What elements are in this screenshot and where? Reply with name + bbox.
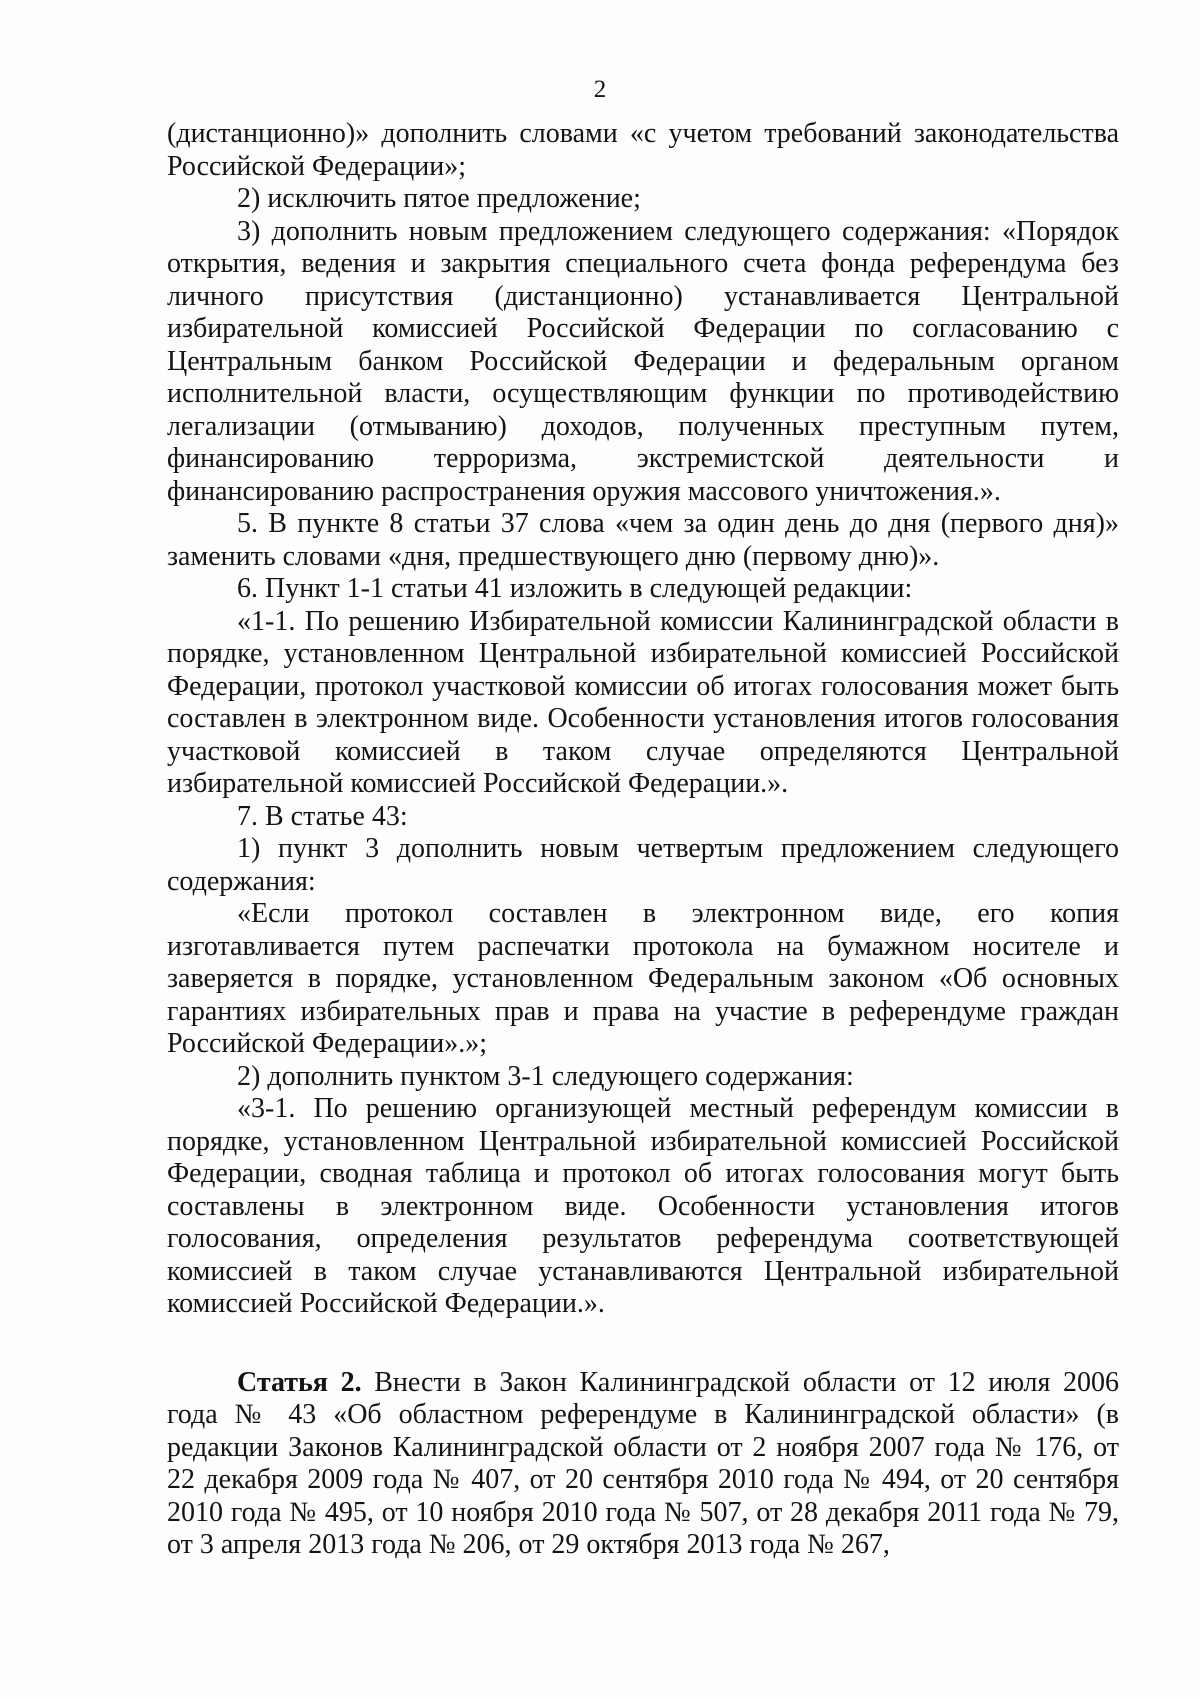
paragraph: 1) пункт 3 дополнить новым четвертым предложением следующего содержания: [167, 833, 1119, 897]
paragraph: «3-1. По решению организующей местный референдум комиссии в порядке, установленном Центральной избирательной комиссией Российской Федерации, сводная таблица и протокол об итогах голосования могут быть составлены в электронном виде. Особенности установления итогов голосования, определения результатов референдума соответствующей комиссией в таком случае устанавливаются Центральной избирательной комиссией Российской Федерации.». [167, 1093, 1119, 1319]
paragraph: 2) исключить пятое предложение; [237, 183, 641, 214]
paragraph: (дистанционно)» дополнить словами «с учетом требований законодательства Российской Федерации»; [167, 118, 1119, 182]
article-2-heading: Статья 2. [237, 1366, 362, 1398]
paragraph: «Если протокол составлен в электронном виде, его копия изготавливается путем распечатки протокола на бумажном носителе и заверяется в порядке, установленном Федеральным законом «Об основных гарантиях избирательных прав и права на участие в референдуме граждан Российской Федерации».»; [167, 898, 1119, 1059]
paragraph: 7. В статье 43: [237, 800, 408, 832]
paragraph: 3) дополнить новым предложением следующего содержания: «Порядок открытия, ведения и закрытия специального счета фонда референдума без личного присутствия (дистанционно) устанавливается Центральной избирательной комиссией Российской Федерации по согласованию с Центральным банком Российской Федерации и федеральным органом исполнительной власти, осуществляющим функции по противодействию легализации (отмыванию) доходов, полученных преступным путем, финансированию терроризма, экстремистской деятельности и финансированию распространения оружия массового уничтожения.». [167, 215, 1119, 507]
article-2-text: Внести в Закон Калининградской области от 12 июля 2006 года № 43 «Об областном референдуме в Калининградской области» (в редакции Законов Калининградской области от 2 ноября 2007 года № 176, от 22 декабря 2009 года № 407, от 20 сентября 2010 года № 494, от 20 сентября 2010 года № 495, от 10 ноября 2010 года № 507, от 28 декабря 2011 года № 79, от 3 апреля 2013 года № 206, от 29 октября 2013 года № 267, [167, 1366, 1119, 1560]
document-body [167, 118, 1119, 1562]
paragraph: 6. Пункт 1-1 статьи 41 изложить в следующей редакции: [237, 573, 913, 604]
paragraph: 5. В пункте 8 статьи 37 слова «чем за один день до дня (первого дня)» заменить словами «дня, предшествующего дню (первому дню)». [167, 508, 1119, 572]
paragraph: 2) дополнить пунктом 3-1 следующего содержания: [237, 1060, 854, 1092]
article-2-paragraph [167, 1367, 1119, 1562]
page-number: 2 [593, 76, 607, 103]
paragraph: «1-1. По решению Избирательной комиссии Калининградской области в порядке, установленном Центральной избирательной комиссией Российской Федерации, протокол участковой комиссии об итогах голосования может быть составлен в электронном виде. Особенности установления итогов голосования участковой комиссией в таком случае определяются Центральной избирательной комиссией Российской Федерации.». [167, 605, 1119, 799]
